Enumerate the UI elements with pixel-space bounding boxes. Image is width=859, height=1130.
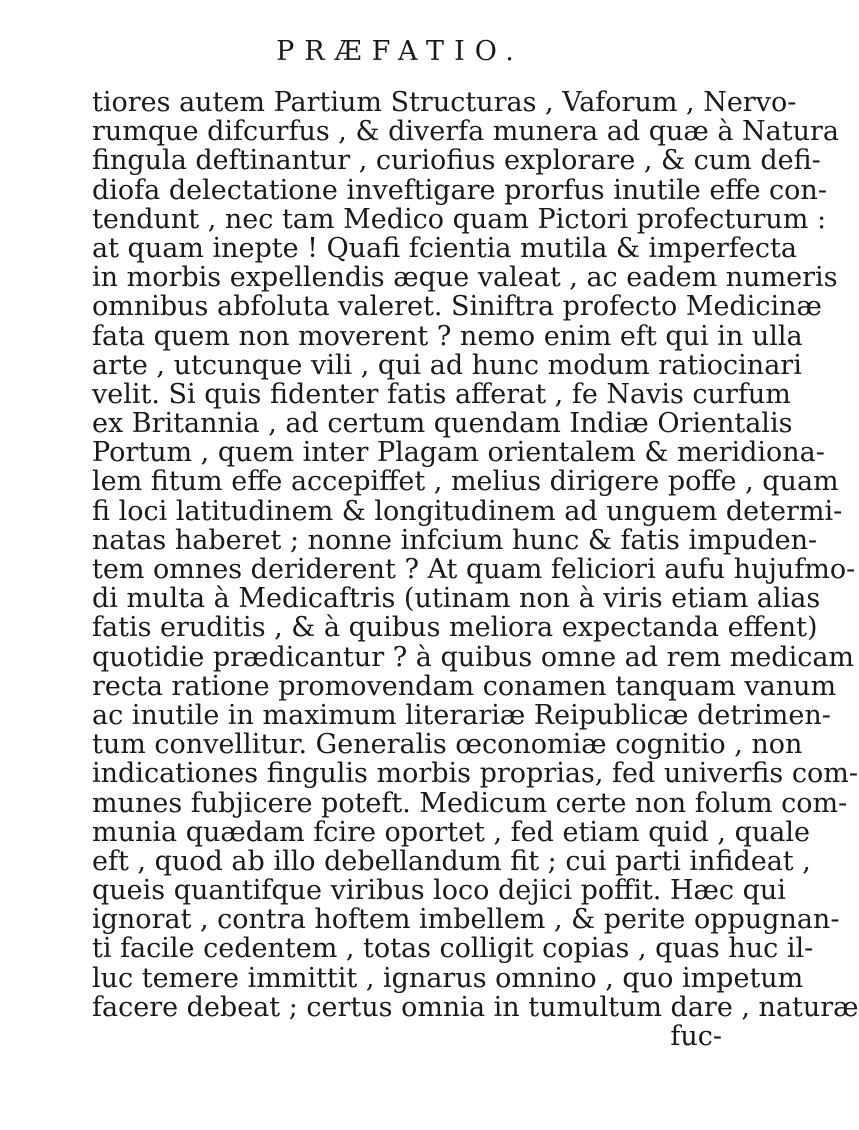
text-line: munia quædam fcire oportet , fed etiam quid , quale: [92, 816, 810, 848]
text-line: arte , utcunque vili , qui ad hunc modum ratiocinari: [92, 349, 802, 381]
text-line: fata quem non moverent ? nemo enim eft qui in ulla: [92, 320, 803, 352]
text-line: in morbis expellendis æque valeat , ac eadem numeris: [92, 262, 838, 294]
running-header: PRÆFATIO.: [276, 36, 524, 67]
text-line: tum convellitur. Generalis œconomiæ cognitio , non: [92, 729, 803, 761]
text-line: omnibus abfoluta valeret. Siniftra profecto Medicinæ: [92, 291, 822, 323]
text-line: quotidie prædicantur ? à quibus omne ad rem medicam: [92, 641, 855, 673]
text-line: luc temere immittit , ignarus omnino , quo impetum: [92, 962, 804, 994]
text-line: tiores autem Partium Structuras , Vaforum , Nervo-: [92, 87, 797, 118]
text-line: tendunt , nec tam Medico quam Pictori profecturum :: [92, 203, 827, 235]
text-line: facere debeat ; certus omnia in tumultum dare , naturæ: [92, 991, 859, 1023]
catchword: fuc-: [670, 1021, 722, 1052]
text-line: fingula deftinantur , curiofius explorare , & cum defi-: [92, 145, 821, 177]
text-line: fatis eruditis , & à quibus meliora expectanda effent): [92, 612, 818, 644]
text-line: lem fitum effe accepiffet , melius dirigere poffe , quam: [92, 466, 839, 498]
text-line: queis quantifque viribus loco dejici poffit. Hæc qui: [92, 875, 786, 907]
text-line: tem omnes deriderent ? At quam feliciori aufu hujufmo-: [92, 554, 856, 585]
text-line: munes fubjicere poteft. Medicum certe non folum com-: [92, 787, 848, 819]
text-line: Portum , quem inter Plagam orientalem & meridiona-: [92, 437, 825, 469]
text-line: ac inutile in maximum literariæ Reipublicæ detrimen-: [92, 699, 831, 731]
text-line: fi loci latitudinem & longitudinem ad unguem determi-: [92, 495, 843, 527]
text-line: velit. Si quis fidenter fatis afferat , fe Navis curfum: [92, 378, 791, 410]
text-line: recta ratione promovendam conamen tanquam vanum: [92, 670, 837, 702]
text-line: eft , quod ab illo debellandum fit ; cui parti infideat ,: [92, 845, 811, 877]
text-line: rumque difcurfus , & diverfa munera ad quæ à Natura: [92, 116, 839, 148]
text-line: di multa à Medicaftris (utinam non à viris etiam alias: [92, 583, 821, 615]
text-line: at quam inepte ! Quafi fcientia mutila & imperfecta: [92, 232, 797, 264]
text-line: diofa delectatione inveftigare prorfus inutile effe con-: [92, 174, 827, 206]
body-text: [92, 87, 859, 1052]
text-line: indicationes fingulis morbis proprias, fed univerfis com-: [92, 758, 858, 790]
text-line: ex Britannia , ad certum quendam Indiæ Orientalis: [92, 408, 793, 440]
text-line: ti facile cedentem , totas colligit copias , quas huc il-: [92, 933, 814, 965]
text-line: natas haberet ; nonne infcium hunc & fatis impuden-: [92, 524, 818, 556]
text-line: ignorat , contra hoftem imbellem , & perite oppugnan-: [92, 904, 840, 936]
